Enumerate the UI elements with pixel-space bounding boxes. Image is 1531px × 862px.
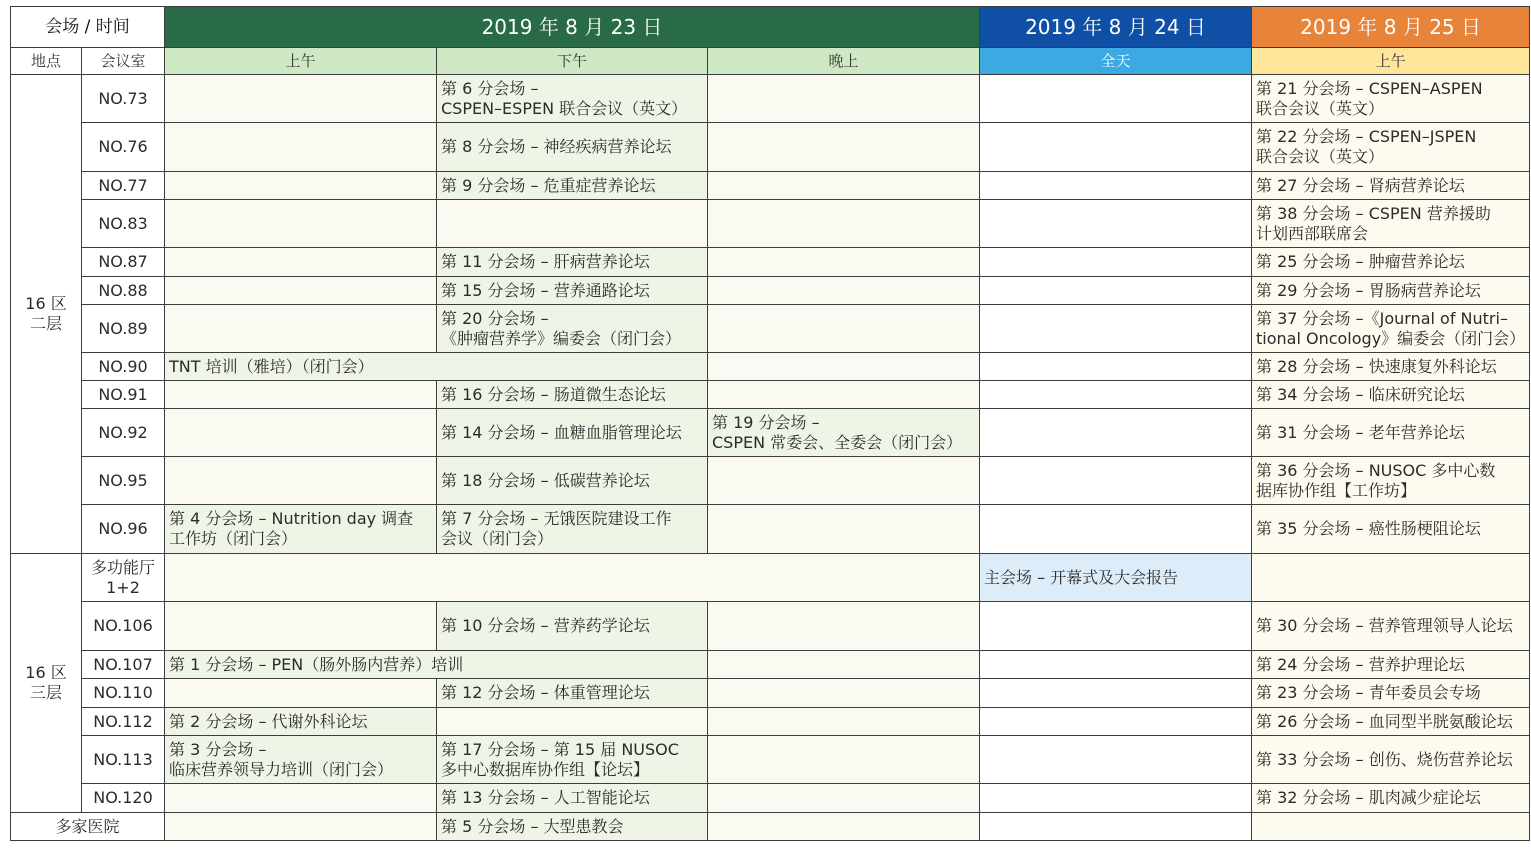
- table-row: [11, 123, 1530, 172]
- empty-cell: [980, 353, 1252, 381]
- empty-cell: [980, 200, 1252, 248]
- session-cell: 第 27 分会场 – 肾病营养论坛: [1252, 172, 1530, 200]
- session-cell: 第 35 分会场 – 癌性肠梗阻论坛: [1252, 505, 1530, 554]
- room-cell: NO.113: [82, 736, 165, 784]
- empty-cell: [708, 381, 980, 409]
- table-row: [11, 554, 1530, 602]
- room-cell: NO.90: [82, 353, 165, 381]
- session-cell: 第 22 分会场 – CSPEN–JSPEN 联合会议（英文）: [1252, 123, 1530, 172]
- session-cell: 第 30 分会场 – 营养管理领导人论坛: [1252, 602, 1530, 651]
- session-cell: 第 15 分会场 – 营养通路论坛: [437, 277, 708, 305]
- session-cell: 第 12 分会场 – 体重管理论坛: [437, 679, 708, 708]
- session-cell: 第 28 分会场 – 快速康复外科论坛: [1252, 353, 1530, 381]
- empty-cell: [165, 813, 437, 841]
- empty-cell: [1252, 813, 1530, 841]
- table-row: [11, 381, 1530, 409]
- empty-cell: [708, 708, 980, 736]
- empty-cell: [980, 602, 1252, 651]
- room-cell: NO.76: [82, 123, 165, 172]
- venue-time-header: 会场 / 时间: [11, 7, 165, 48]
- session-cell: 第 10 分会场 – 营养药学论坛: [437, 602, 708, 651]
- room-cell: NO.91: [82, 381, 165, 409]
- empty-cell: [165, 75, 437, 123]
- session-cell: 第 34 分会场 – 临床研究论坛: [1252, 381, 1530, 409]
- empty-cell: [708, 505, 980, 554]
- session-cell: 第 7 分会场 – 无饿医院建设工作 会议（闭门会）: [437, 505, 708, 554]
- empty-cell: [708, 353, 980, 381]
- empty-cell: [165, 679, 437, 708]
- empty-cell: [708, 75, 980, 123]
- empty-cell: [165, 381, 437, 409]
- room-cell: NO.89: [82, 305, 165, 353]
- session-cell: 第 37 分会场 –《Journal of Nutri– tional Oncology》编委会（闭门会）: [1252, 305, 1530, 353]
- session-cell: 第 20 分会场 – 《肿瘤营养学》编委会（闭门会）: [437, 305, 708, 353]
- session-cell: 第 17 分会场 – 第 15 届 NUSOC 多中心数据库协作组【论坛】: [437, 736, 708, 784]
- session-cell: 第 25 分会场 – 肿瘤营养论坛: [1252, 248, 1530, 277]
- empty-cell: [708, 172, 980, 200]
- session-cell: 第 31 分会场 – 老年营养论坛: [1252, 409, 1530, 457]
- session-cell: 第 5 分会场 – 大型患教会: [437, 813, 708, 841]
- empty-cell: [980, 457, 1252, 505]
- empty-cell: [708, 679, 980, 708]
- morning3-header: 上午: [1252, 48, 1530, 75]
- table-row: [11, 409, 1530, 457]
- empty-cell: [165, 248, 437, 277]
- empty-cell: [165, 602, 437, 651]
- session-cell: 第 38 分会场 – CSPEN 营养援助 计划西部联席会: [1252, 200, 1530, 248]
- room-cell: 多功能厅 1+2: [82, 554, 165, 602]
- empty-cell: [437, 200, 708, 248]
- empty-cell: [708, 277, 980, 305]
- empty-cell: [708, 784, 980, 813]
- table-row: [11, 679, 1530, 708]
- empty-cell: [980, 75, 1252, 123]
- table-row: [11, 505, 1530, 554]
- table-row: [11, 784, 1530, 813]
- empty-cell: [708, 123, 980, 172]
- session-cell: 第 36 分会场 – NUSOC 多中心数 据库协作组【工作坊】: [1252, 457, 1530, 505]
- session-cell: 主会场 – 开幕式及大会报告: [980, 554, 1252, 602]
- afternoon-header: 下午: [437, 48, 708, 75]
- session-cell: 第 3 分会场 – 临床营养领导力培训（闭门会）: [165, 736, 437, 784]
- table-row: [11, 277, 1530, 305]
- room-cell: NO.92: [82, 409, 165, 457]
- session-cell: 第 9 分会场 – 危重症营养论坛: [437, 172, 708, 200]
- empty-cell: [980, 248, 1252, 277]
- session-cell: 第 6 分会场 – CSPEN–ESPEN 联合会议（英文）: [437, 75, 708, 123]
- room-cell: NO.83: [82, 200, 165, 248]
- room-cell: NO.112: [82, 708, 165, 736]
- session-cell: 第 8 分会场 – 神经疾病营养论坛: [437, 123, 708, 172]
- session-cell: 第 14 分会场 – 血糖血脂管理论坛: [437, 409, 708, 457]
- session-cell: TNT 培训（雅培）（闭门会）: [165, 353, 708, 381]
- empty-cell: [708, 602, 980, 651]
- empty-cell: [980, 505, 1252, 554]
- empty-cell: [165, 200, 437, 248]
- empty-cell: [980, 305, 1252, 353]
- room-cell: NO.96: [82, 505, 165, 554]
- room-cell: NO.110: [82, 679, 165, 708]
- room-cell: NO.77: [82, 172, 165, 200]
- empty-cell: [165, 784, 437, 813]
- session-cell: 第 11 分会场 – 肝病营养论坛: [437, 248, 708, 277]
- session-cell: 第 2 分会场 – 代谢外科论坛: [165, 708, 437, 736]
- empty-cell: [165, 172, 437, 200]
- session-cell: 第 23 分会场 – 青年委员会专场: [1252, 679, 1530, 708]
- empty-cell: [980, 172, 1252, 200]
- schedule-table: [10, 6, 1530, 841]
- empty-cell: [165, 277, 437, 305]
- empty-cell: [980, 813, 1252, 841]
- allday-header: 全天: [980, 48, 1252, 75]
- empty-cell: [165, 409, 437, 457]
- session-cell: 第 4 分会场 – Nutrition day 调查 工作坊（闭门会）: [165, 505, 437, 554]
- empty-cell: [437, 708, 708, 736]
- room-header: 会议室: [82, 48, 165, 75]
- table-row: [11, 457, 1530, 505]
- table-row: [11, 736, 1530, 784]
- empty-cell: [708, 457, 980, 505]
- empty-cell: [980, 381, 1252, 409]
- empty-cell: [980, 123, 1252, 172]
- empty-cell: [980, 679, 1252, 708]
- session-cell: 第 19 分会场 – CSPEN 常委会、全委会（闭门会）: [708, 409, 980, 457]
- empty-cell: [980, 277, 1252, 305]
- place-header: 地点: [11, 48, 82, 75]
- empty-cell: [708, 305, 980, 353]
- empty-cell: [980, 736, 1252, 784]
- date-aug24-header: 2019 年 8 月 24 日: [980, 7, 1252, 48]
- table-row: [11, 200, 1530, 248]
- empty-cell: [708, 736, 980, 784]
- table-row: [11, 75, 1530, 123]
- empty-cell: [708, 200, 980, 248]
- empty-cell: [708, 651, 980, 679]
- session-cell: 第 24 分会场 – 营养护理论坛: [1252, 651, 1530, 679]
- table-row: [11, 248, 1530, 277]
- session-cell: 第 18 分会场 – 低碳营养论坛: [437, 457, 708, 505]
- session-cell: 第 33 分会场 – 创伤、烧伤营养论坛: [1252, 736, 1530, 784]
- table-row: [11, 708, 1530, 736]
- session-cell: 第 1 分会场 – PEN（肠外肠内营养）培训: [165, 651, 708, 679]
- area-16-floor3: 16 区 三层: [11, 554, 82, 813]
- session-cell: 第 13 分会场 – 人工智能论坛: [437, 784, 708, 813]
- header-row: [11, 7, 1530, 48]
- session-cell: 第 21 分会场 – CSPEN–ASPEN 联合会议（英文）: [1252, 75, 1530, 123]
- morning-header: 上午: [165, 48, 437, 75]
- room-cell: NO.88: [82, 277, 165, 305]
- date-aug25-header: 2019 年 8 月 25 日: [1252, 7, 1530, 48]
- empty-cell: [980, 708, 1252, 736]
- area-multi-hospital: 多家医院: [11, 813, 165, 841]
- area-16-floor2: 16 区 二层: [11, 75, 82, 554]
- room-cell: NO.95: [82, 457, 165, 505]
- table-row: [11, 353, 1530, 381]
- room-cell: NO.87: [82, 248, 165, 277]
- table-row: [11, 651, 1530, 679]
- session-cell: 第 16 分会场 – 肠道微生态论坛: [437, 381, 708, 409]
- session-cell: 第 32 分会场 – 肌肉减少症论坛: [1252, 784, 1530, 813]
- empty-cell: [708, 248, 980, 277]
- empty-cell: [165, 457, 437, 505]
- date-aug23-header: 2019 年 8 月 23 日: [165, 7, 980, 48]
- session-cell: 第 26 分会场 – 血同型半胱氨酸论坛: [1252, 708, 1530, 736]
- empty-cell: [980, 651, 1252, 679]
- table-row: [11, 305, 1530, 353]
- empty-cell: [708, 813, 980, 841]
- subheader-row: [11, 48, 1530, 75]
- empty-cell: [1252, 554, 1530, 602]
- schedule-table-wrapper: [10, 6, 1530, 841]
- table-row: [11, 172, 1530, 200]
- empty-cell: [980, 784, 1252, 813]
- empty-cell: [165, 123, 437, 172]
- table-row: [11, 602, 1530, 651]
- room-cell: NO.120: [82, 784, 165, 813]
- empty-cell: [165, 305, 437, 353]
- evening-header: 晚上: [708, 48, 980, 75]
- table-row: [11, 813, 1530, 841]
- empty-cell: [165, 554, 980, 602]
- room-cell: NO.73: [82, 75, 165, 123]
- empty-cell: [980, 409, 1252, 457]
- room-cell: NO.106: [82, 602, 165, 651]
- room-cell: NO.107: [82, 651, 165, 679]
- session-cell: 第 29 分会场 – 胃肠病营养论坛: [1252, 277, 1530, 305]
